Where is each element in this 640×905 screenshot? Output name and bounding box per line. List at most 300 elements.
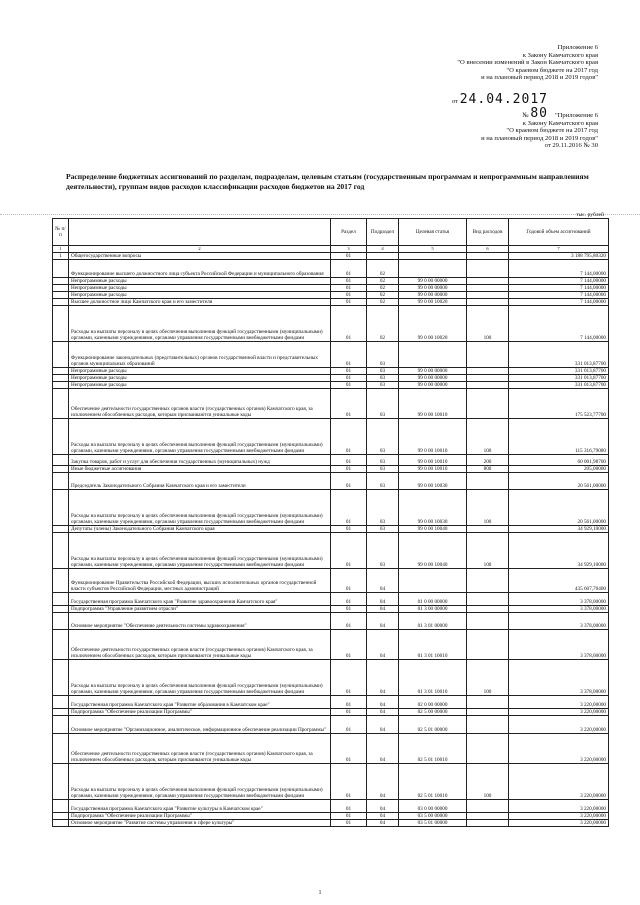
row-number <box>53 606 69 613</box>
row-name: Общегосударственные вопросы <box>69 253 331 260</box>
row-target-article: 03 0 00 00000 <box>399 800 467 813</box>
document-title: Распределение бюджетных ассигнований по разделам, подразделам, целевым статьям (государственным программам и непрограммным направлениям деятельности), группам видов расходов классификации расходов бюджетов на 2017 год <box>66 172 589 191</box>
row-target-article: 99 0 00 10020 <box>399 306 467 342</box>
row-amount: 7 144,00000 <box>509 299 609 306</box>
row-name: Расходы на выплаты персоналу в целях обеспечения выполнения функций государственными (муниципальными) органами, казенными учреждениями, органами управления государственными внебюджетными фондами <box>69 306 331 342</box>
row-section: 01 <box>331 306 367 342</box>
table-body <box>53 253 609 827</box>
row-amount: 331 013,87700 <box>509 342 609 368</box>
row-target-article: 99 0 00 10030 <box>399 473 467 490</box>
row-section: 01 <box>331 253 367 260</box>
row-section: 01 <box>331 419 367 455</box>
row-target-article: 02 5 01 10010 <box>399 734 467 764</box>
row-name: Председатель Законодательного Собрания Камчатского края и его заместители <box>69 473 331 490</box>
row-subsection: 03 <box>367 490 399 526</box>
row-expense-type <box>467 526 509 533</box>
row-number <box>53 764 69 800</box>
row-name: Расходы на выплаты персоналу в целях обеспечения выполнения функций государственными (муниципальными) органами, казенными учреждениями, органами управления государственными внебюджетными фондами <box>69 533 331 569</box>
row-name: Основное мероприятие "Развитие системы управления в сфере культуры" <box>69 820 331 827</box>
row-target-article: 02 5 01 10010 <box>399 764 467 800</box>
row-amount: 331 013,87700 <box>509 368 609 375</box>
row-number <box>53 292 69 299</box>
row-section: 01 <box>331 473 367 490</box>
row-amount: 20 561,00000 <box>509 473 609 490</box>
row-section: 01 <box>331 375 367 382</box>
table-header-row <box>53 219 609 246</box>
header2-line: и на плановый период 2018 и 2019 годов" <box>481 134 598 142</box>
table-row <box>53 800 609 813</box>
column-number: 2 <box>69 246 331 253</box>
row-name: Закупка товаров, работ и услуг для обеспечения государственных (муниципальных) нужд <box>69 455 331 466</box>
row-expense-type <box>467 593 509 606</box>
row-number <box>53 716 69 734</box>
row-target-article: 02 5 00 00000 <box>399 709 467 716</box>
row-number: 1 <box>53 253 69 260</box>
number-value: 80 <box>530 106 548 121</box>
row-amount: 7 144,00000 <box>509 292 609 299</box>
row-expense-type <box>467 375 509 382</box>
row-expense-type: 100 <box>467 306 509 342</box>
date-value: 24.04.2017 <box>459 92 548 107</box>
row-target-article: 99 0 00 00000 <box>399 285 467 292</box>
row-target-article: 01 3 01 10010 <box>399 660 467 696</box>
row-subsection: 04 <box>367 820 399 827</box>
number-prefix: № <box>522 112 529 119</box>
table-row <box>53 764 609 800</box>
row-subsection: 04 <box>367 569 399 593</box>
row-name: Иные бюджетные ассигнования <box>69 466 331 473</box>
row-expense-type <box>467 278 509 285</box>
row-target-article: 01 3 01 10010 <box>399 630 467 660</box>
row-expense-type: 100 <box>467 764 509 800</box>
row-section: 01 <box>331 382 367 389</box>
row-number <box>53 473 69 490</box>
row-name: Непрограммные расходы <box>69 375 331 382</box>
row-target-article: 01 3 00 00000 <box>399 606 467 613</box>
table-row <box>53 375 609 382</box>
row-target-article: 01 3 01 00000 <box>399 613 467 630</box>
row-number <box>53 526 69 533</box>
row-subsection: 03 <box>367 419 399 455</box>
row-number <box>53 734 69 764</box>
row-name: Подпрограмма "Управление развитием отрасли" <box>69 606 331 613</box>
row-expense-type <box>467 389 509 419</box>
row-subsection: 03 <box>367 389 399 419</box>
header-appendix-block <box>457 44 598 82</box>
row-expense-type <box>467 613 509 630</box>
row-subsection: 04 <box>367 734 399 764</box>
header-original-appendix-block <box>481 112 598 150</box>
row-target-article: 99 0 00 10030 <box>399 490 467 526</box>
row-section: 01 <box>331 490 367 526</box>
column-number-row <box>53 246 609 253</box>
column-header: № п/п <box>53 219 69 246</box>
row-expense-type: 100 <box>467 660 509 696</box>
row-section: 01 <box>331 342 367 368</box>
row-name: Расходы на выплаты персоналу в целях обеспечения выполнения функций государственными (муниципальными) органами, казенными учреждениями, органами управления государственными внебюджетными фондами <box>69 490 331 526</box>
table-row <box>53 820 609 827</box>
row-expense-type: 100 <box>467 419 509 455</box>
row-name: Непрограммные расходы <box>69 382 331 389</box>
row-target-article <box>399 569 467 593</box>
row-number <box>53 285 69 292</box>
column-header: Подраздел <box>367 219 399 246</box>
row-expense-type <box>467 253 509 260</box>
row-subsection: 03 <box>367 466 399 473</box>
row-subsection: 03 <box>367 533 399 569</box>
row-name: Государственная программа Камчатского края "Развитие здравоохранения Камчатского края" <box>69 593 331 606</box>
table-row <box>53 253 609 260</box>
row-name: Депутаты (члены) Законодательного Собрания Камчатского края <box>69 526 331 533</box>
header-line: "О внесении изменений в Закон Камчатского края <box>457 59 598 67</box>
row-name: Непрограммные расходы <box>69 368 331 375</box>
row-number <box>53 278 69 285</box>
row-amount: 3 378,00000 <box>509 606 609 613</box>
row-target-article: 02 5 01 00000 <box>399 716 467 734</box>
column-number: 3 <box>331 246 367 253</box>
row-target-article <box>399 260 467 278</box>
header-line: к Закону Камчатского края <box>522 51 598 59</box>
row-amount: 34 929,10000 <box>509 533 609 569</box>
row-section: 01 <box>331 285 367 292</box>
table-row <box>53 389 609 419</box>
row-section: 01 <box>331 613 367 630</box>
row-number <box>53 375 69 382</box>
column-number: 7 <box>509 246 609 253</box>
row-expense-type <box>467 569 509 593</box>
budget-table <box>52 218 609 827</box>
row-name: Основное мероприятие "Обеспечение деятельности системы здравоохранения" <box>69 613 331 630</box>
row-amount: 3 220,00000 <box>509 800 609 813</box>
row-section: 01 <box>331 292 367 299</box>
row-amount: 3 220,00000 <box>509 696 609 709</box>
table-row <box>53 455 609 466</box>
row-target-article: 03 5 00 00000 <box>399 813 467 820</box>
row-expense-type <box>467 285 509 292</box>
row-number <box>53 342 69 368</box>
row-subsection: 03 <box>367 368 399 375</box>
row-subsection: 03 <box>367 526 399 533</box>
row-number <box>53 490 69 526</box>
header-line: Приложение 6 <box>557 44 598 51</box>
table-row <box>53 260 609 278</box>
table-row <box>53 285 609 292</box>
row-expense-type <box>467 606 509 613</box>
row-subsection: 03 <box>367 382 399 389</box>
row-number <box>53 660 69 696</box>
row-section: 01 <box>331 660 367 696</box>
row-expense-type: 200 <box>467 455 509 466</box>
row-target-article <box>399 342 467 368</box>
row-expense-type <box>467 813 509 820</box>
row-section: 01 <box>331 299 367 306</box>
units-label: тыс. рублей <box>576 212 604 218</box>
table-row <box>53 709 609 716</box>
row-section: 01 <box>331 526 367 533</box>
row-name: Расходы на выплаты персоналу в целях обеспечения выполнения функций государственными (муниципальными) органами, казенными учреждениями, органами управления государственными внебюджетными фондами <box>69 419 331 455</box>
row-section: 01 <box>331 696 367 709</box>
table-row <box>53 696 609 709</box>
header2-line: к Закону Камчатского края <box>522 119 598 127</box>
row-name: Государственная программа Камчатского края "Развитие образования в Камчатском крае" <box>69 696 331 709</box>
row-expense-type <box>467 716 509 734</box>
table-row <box>53 569 609 593</box>
row-number <box>53 299 69 306</box>
row-number <box>53 389 69 419</box>
row-subsection: 04 <box>367 630 399 660</box>
row-target-article: 99 0 00 00000 <box>399 368 467 375</box>
header-line: "О краевом бюджете на 2017 год <box>506 66 598 74</box>
row-subsection: 04 <box>367 764 399 800</box>
row-subsection: 04 <box>367 660 399 696</box>
table-row <box>53 716 609 734</box>
row-subsection: 02 <box>367 285 399 292</box>
table-row <box>53 299 609 306</box>
header2-line: "Приложение 6 <box>554 112 598 119</box>
row-subsection: 04 <box>367 800 399 813</box>
row-amount: 3 220,00000 <box>509 764 609 800</box>
table-row <box>53 606 609 613</box>
table-row <box>53 342 609 368</box>
document-number-line <box>452 92 548 107</box>
row-number <box>53 593 69 606</box>
row-expense-type: 800 <box>467 466 509 473</box>
row-expense-type <box>467 734 509 764</box>
column-number: 5 <box>399 246 467 253</box>
row-name: Государственная программа Камчатского края "Развитие культуры в Камчатском крае" <box>69 800 331 813</box>
table-row <box>53 526 609 533</box>
column-header <box>69 219 331 246</box>
table-row <box>53 382 609 389</box>
row-target-article: 99 0 00 10010 <box>399 455 467 466</box>
row-amount: 3 220,00000 <box>509 734 609 764</box>
row-section: 01 <box>331 764 367 800</box>
row-amount: 7 144,00000 <box>509 285 609 292</box>
row-target-article: 99 0 00 10010 <box>399 389 467 419</box>
row-target-article: 99 0 00 00000 <box>399 382 467 389</box>
row-amount: 3 378,00000 <box>509 660 609 696</box>
row-number <box>53 306 69 342</box>
row-section: 01 <box>331 630 367 660</box>
table-row <box>53 813 609 820</box>
row-section: 01 <box>331 455 367 466</box>
dotted-divider <box>0 214 640 215</box>
row-amount: 3 220,00000 <box>509 820 609 827</box>
table-row <box>53 734 609 764</box>
row-expense-type <box>467 292 509 299</box>
row-number <box>53 382 69 389</box>
row-section: 01 <box>331 716 367 734</box>
row-amount: 175 523,77700 <box>509 389 609 419</box>
row-subsection: 02 <box>367 306 399 342</box>
row-subsection: 03 <box>367 455 399 466</box>
table-row <box>53 630 609 660</box>
table-row <box>53 490 609 526</box>
row-name: Функционирование Правительства Российской Федерации, высших исполнительных органов государственной власти субъектов Российской Федерации, местных администраций <box>69 569 331 593</box>
row-subsection: 04 <box>367 613 399 630</box>
row-amount: 205,00000 <box>509 466 609 473</box>
row-amount: 3 220,00000 <box>509 813 609 820</box>
row-name: Непрограммные расходы <box>69 278 331 285</box>
row-expense-type <box>467 696 509 709</box>
row-amount: 331 013,87700 <box>509 375 609 382</box>
row-number <box>53 613 69 630</box>
row-subsection: 04 <box>367 593 399 606</box>
column-number: 4 <box>367 246 399 253</box>
row-expense-type <box>467 342 509 368</box>
row-name: Обеспечение деятельности государственных органов власти (государственных органов) Камчатского края, за исключением обособленных расходов, которым присваиваются уникальные коды <box>69 389 331 419</box>
row-target-article: 99 0 00 00000 <box>399 278 467 285</box>
row-section: 01 <box>331 389 367 419</box>
row-expense-type <box>467 473 509 490</box>
row-name: Основное мероприятие "Организационное, аналитическое, информационное обеспечение реализации Программы" <box>69 716 331 734</box>
table-row <box>53 660 609 696</box>
row-number <box>53 813 69 820</box>
row-expense-type <box>467 820 509 827</box>
table-row <box>53 278 609 285</box>
row-section: 01 <box>331 466 367 473</box>
row-section: 01 <box>331 368 367 375</box>
row-amount: 7 144,00000 <box>509 260 609 278</box>
row-name: Расходы на выплаты персоналу в целях обеспечения выполнения функций государственными (муниципальными) органами, казенными учреждениями, органами управления государственными внебюджетными фондами <box>69 660 331 696</box>
column-header: Целевая статья <box>399 219 467 246</box>
row-name: Обеспечение деятельности государственных органов власти (государственных органов) Камчатского края, за исключением обособленных расходов, которым присваиваются уникальные коды <box>69 734 331 764</box>
row-amount: 7 144,00000 <box>509 278 609 285</box>
row-subsection: 04 <box>367 709 399 716</box>
row-target-article: 99 0 00 10010 <box>399 419 467 455</box>
row-expense-type: 100 <box>467 533 509 569</box>
row-amount: 435 607,70400 <box>509 569 609 593</box>
row-subsection: 02 <box>367 292 399 299</box>
row-subsection: 03 <box>367 473 399 490</box>
row-expense-type: 100 <box>467 490 509 526</box>
table-row <box>53 466 609 473</box>
row-expense-type <box>467 800 509 813</box>
row-amount: 3 378,00000 <box>509 613 609 630</box>
row-section: 01 <box>331 533 367 569</box>
row-name: Подпрограмма "Обеспечение реализации Программы" <box>69 813 331 820</box>
row-target-article <box>399 253 467 260</box>
row-number <box>53 630 69 660</box>
row-section: 01 <box>331 734 367 764</box>
row-section: 01 <box>331 606 367 613</box>
row-number <box>53 709 69 716</box>
row-subsection <box>367 253 399 260</box>
row-section: 01 <box>331 260 367 278</box>
row-subsection: 03 <box>367 342 399 368</box>
row-target-article: 99 0 00 10040 <box>399 526 467 533</box>
row-subsection: 04 <box>367 696 399 709</box>
row-target-article: 99 0 00 10010 <box>399 466 467 473</box>
row-amount: 7 144,00000 <box>509 306 609 342</box>
column-number: 1 <box>53 246 69 253</box>
row-amount: 3 220,00000 <box>509 716 609 734</box>
row-target-article: 99 0 00 00000 <box>399 375 467 382</box>
header-line: и на плановый период 2018 и 2019 годов" <box>481 74 598 82</box>
row-target-article: 99 0 00 00000 <box>399 292 467 299</box>
row-section: 01 <box>331 569 367 593</box>
row-amount: 60 001,98700 <box>509 455 609 466</box>
table-row <box>53 613 609 630</box>
row-subsection: 02 <box>367 278 399 285</box>
row-expense-type <box>467 382 509 389</box>
row-subsection: 04 <box>367 716 399 734</box>
row-name: Расходы на выплаты персоналу в целях обеспечения выполнения функций государственными (муниципальными) органами, казенными учреждениями, органами управления государственными внебюджетными фондами <box>69 764 331 800</box>
row-section: 01 <box>331 800 367 813</box>
row-expense-type <box>467 260 509 278</box>
table-row <box>53 419 609 455</box>
table-row <box>53 306 609 342</box>
column-header: Вид расходов <box>467 219 509 246</box>
table-row <box>53 292 609 299</box>
row-number <box>53 466 69 473</box>
row-name: Высшее должностное лицо Камчатского края и его заместители <box>69 299 331 306</box>
row-number <box>53 419 69 455</box>
table-row <box>53 593 609 606</box>
table-row <box>53 533 609 569</box>
table-row <box>53 368 609 375</box>
row-subsection: 02 <box>367 299 399 306</box>
row-number <box>53 569 69 593</box>
date-prefix: от <box>451 98 459 105</box>
row-name: Функционирование законодательных (представительных) органов государственной власти и представительных органов муниципальных образований <box>69 342 331 368</box>
row-amount: 3 378,00000 <box>509 630 609 660</box>
row-number <box>53 368 69 375</box>
row-subsection: 03 <box>367 375 399 382</box>
row-section: 01 <box>331 820 367 827</box>
row-number <box>53 533 69 569</box>
row-amount: 20 561,00000 <box>509 490 609 526</box>
row-expense-type <box>467 630 509 660</box>
row-number <box>53 800 69 813</box>
row-amount: 3 188 795,80320 <box>509 253 609 260</box>
row-amount: 3 220,00000 <box>509 709 609 716</box>
row-expense-type <box>467 709 509 716</box>
page-number: 1 <box>318 890 322 896</box>
table-row <box>53 473 609 490</box>
row-name: Подпрограмма "Обеспечение реализации Программы" <box>69 709 331 716</box>
column-header: Раздел <box>331 219 367 246</box>
row-amount: 34 929,10000 <box>509 526 609 533</box>
row-amount: 3 378,00000 <box>509 593 609 606</box>
row-section: 01 <box>331 813 367 820</box>
row-target-article: 03 5 01 00000 <box>399 820 467 827</box>
row-number <box>53 820 69 827</box>
row-number <box>53 260 69 278</box>
row-number <box>53 455 69 466</box>
header2-line: "О краевом бюджете на 2017 год <box>506 127 598 135</box>
row-section: 01 <box>331 278 367 285</box>
row-target-article: 02 0 00 00000 <box>399 696 467 709</box>
row-name: Функционирование высшего должностного лица субъекта Российской Федерации и муниципального образования <box>69 260 331 278</box>
row-target-article: 01 0 00 00000 <box>399 593 467 606</box>
row-number <box>53 696 69 709</box>
row-expense-type <box>467 299 509 306</box>
row-subsection: 02 <box>367 260 399 278</box>
row-amount: 331 013,87700 <box>509 382 609 389</box>
row-expense-type <box>467 368 509 375</box>
row-name: Непрограммные расходы <box>69 285 331 292</box>
row-subsection: 04 <box>367 606 399 613</box>
row-name: Обеспечение деятельности государственных органов власти (государственных органов) Камчатского края, за исключением обособленных расходов, которым присваиваются уникальные коды <box>69 630 331 660</box>
row-name: Непрограммные расходы <box>69 292 331 299</box>
row-subsection: 04 <box>367 813 399 820</box>
row-section: 01 <box>331 709 367 716</box>
column-number: 6 <box>467 246 509 253</box>
header2-line: от 29.11.2016 № 30 <box>544 142 598 150</box>
row-amount: 115 316,79000 <box>509 419 609 455</box>
column-header: Годовой объем ассигнований <box>509 219 609 246</box>
